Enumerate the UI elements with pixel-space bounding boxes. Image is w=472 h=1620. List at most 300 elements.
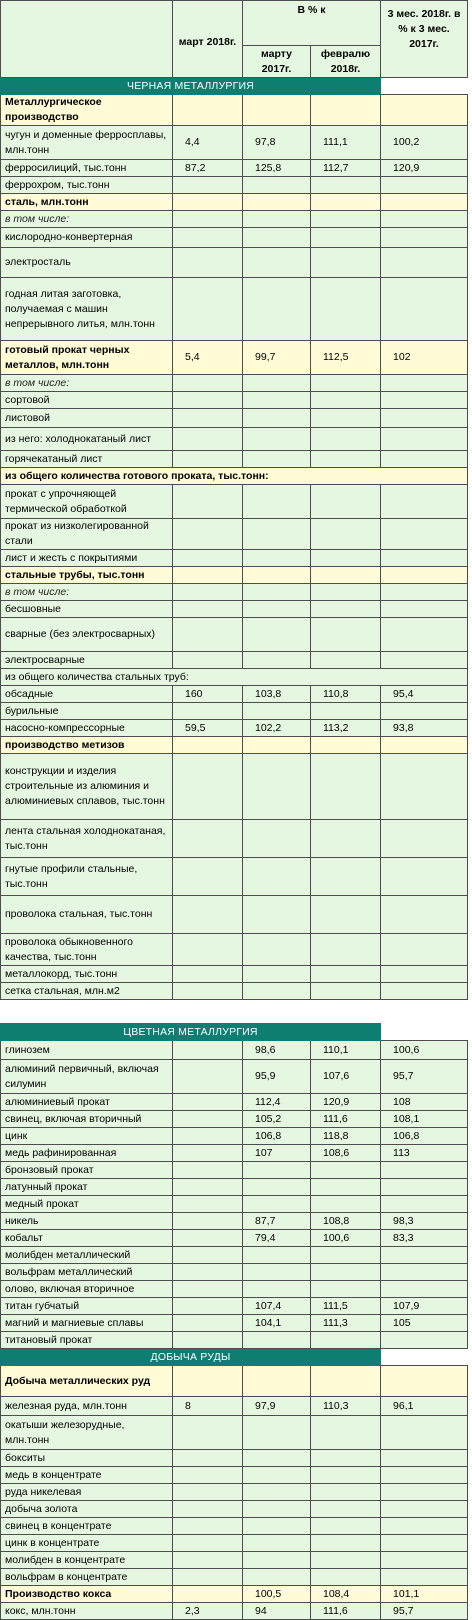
value-pct-february-2018 <box>311 652 381 669</box>
table-row <box>1 1247 468 1264</box>
value-pct-february-2018 <box>311 194 381 211</box>
value-pct-quarter <box>381 737 468 754</box>
value-march-2018 <box>173 966 243 983</box>
table-row <box>1 1179 468 1196</box>
row-label: ферросилиций, тыс.тонн <box>1 160 173 177</box>
value-march-2018 <box>173 1450 243 1467</box>
value-pct-february-2018 <box>311 1535 381 1552</box>
row-label: электросварные <box>1 652 173 669</box>
value-pct-quarter: 100,6 <box>381 1041 468 1060</box>
row-label: медный прокат <box>1 1196 173 1213</box>
row-label: сетка стальная, млн.м2 <box>1 983 173 1000</box>
table-row <box>1 428 468 451</box>
value-march-2018 <box>173 1586 243 1603</box>
value-pct-march-2017: 98,6 <box>243 1041 311 1060</box>
value-pct-march-2017: 100,5 <box>243 1586 311 1603</box>
table-row <box>1 1552 468 1569</box>
value-pct-february-2018: 111,3 <box>311 1315 381 1332</box>
row-label: лента стальная холоднокатаная, тыс.тонн <box>1 820 173 858</box>
table-row <box>1 1230 468 1247</box>
value-pct-march-2017 <box>243 737 311 754</box>
row-label: в том числе: <box>1 584 173 601</box>
value-march-2018 <box>173 392 243 409</box>
value-march-2018 <box>173 1247 243 1264</box>
table-row <box>1 1366 468 1397</box>
value-pct-march-2017: 104,1 <box>243 1315 311 1332</box>
value-pct-march-2017 <box>243 1196 311 1213</box>
table-row <box>1 278 468 341</box>
value-pct-march-2017: 103,8 <box>243 686 311 703</box>
value-pct-quarter <box>381 1332 468 1349</box>
value-pct-february-2018: 112,7 <box>311 160 381 177</box>
value-pct-quarter <box>381 858 468 896</box>
value-pct-february-2018 <box>311 966 381 983</box>
table-row <box>1 1484 468 1501</box>
table-row <box>1 1162 468 1179</box>
value-march-2018 <box>173 1552 243 1569</box>
value-pct-march-2017: 112,4 <box>243 1094 311 1111</box>
header-february-2018: февралю 2018г. <box>311 46 381 78</box>
value-pct-february-2018 <box>311 1332 381 1349</box>
value-pct-february-2018 <box>311 1179 381 1196</box>
table-row <box>1 519 468 550</box>
row-label: свинец в концентрате <box>1 1518 173 1535</box>
row-label: алюминиевый прокат <box>1 1094 173 1111</box>
value-pct-february-2018: 111,6 <box>311 1603 381 1620</box>
row-label: бурильные <box>1 703 173 720</box>
value-march-2018 <box>173 1569 243 1586</box>
value-pct-march-2017 <box>243 858 311 896</box>
value-march-2018 <box>173 1332 243 1349</box>
row-label: алюминий первичный, включая силумин <box>1 1060 173 1094</box>
table-row <box>1 966 468 983</box>
table-row <box>1 194 468 211</box>
row-label: лист и жесть с покрытиями <box>1 550 173 567</box>
value-pct-february-2018 <box>311 278 381 341</box>
value-pct-february-2018: 110,8 <box>311 686 381 703</box>
row-label: в том числе: <box>1 211 173 228</box>
value-pct-march-2017: 97,9 <box>243 1397 311 1416</box>
value-march-2018: 59,5 <box>173 720 243 737</box>
value-pct-quarter: 107,9 <box>381 1298 468 1315</box>
value-pct-quarter <box>381 652 468 669</box>
value-pct-february-2018 <box>311 177 381 194</box>
value-pct-february-2018 <box>311 409 381 428</box>
value-march-2018 <box>173 1264 243 1281</box>
value-march-2018 <box>173 1518 243 1535</box>
value-pct-march-2017: 94 <box>243 1603 311 1620</box>
table-row <box>1 1145 468 1162</box>
value-pct-quarter <box>381 1569 468 1586</box>
row-label: вольфрам металлический <box>1 1264 173 1281</box>
value-march-2018 <box>173 211 243 228</box>
value-pct-quarter: 106,8 <box>381 1128 468 1145</box>
table-row <box>1 601 468 618</box>
value-pct-march-2017 <box>243 1484 311 1501</box>
value-pct-march-2017 <box>243 1501 311 1518</box>
value-pct-march-2017 <box>243 934 311 966</box>
value-pct-february-2018 <box>311 392 381 409</box>
value-march-2018 <box>173 1467 243 1484</box>
value-pct-march-2017 <box>243 601 311 618</box>
table-row <box>1 1450 468 1467</box>
value-pct-quarter <box>381 428 468 451</box>
value-pct-quarter <box>381 1179 468 1196</box>
value-march-2018 <box>173 1111 243 1128</box>
value-pct-quarter <box>381 1501 468 1518</box>
value-pct-quarter <box>381 550 468 567</box>
value-pct-february-2018 <box>311 1416 381 1450</box>
value-pct-february-2018 <box>311 375 381 392</box>
table-row <box>1 550 468 567</box>
value-pct-march-2017 <box>243 1518 311 1535</box>
row-label: Металлургическое производство <box>1 95 173 126</box>
table-row <box>1 1535 468 1552</box>
table-row <box>1 468 468 485</box>
row-label: готовый прокат черных металлов, млн.тонн <box>1 341 173 375</box>
value-pct-quarter <box>381 409 468 428</box>
value-pct-february-2018: 108,6 <box>311 1145 381 1162</box>
value-march-2018 <box>173 194 243 211</box>
value-march-2018 <box>173 618 243 652</box>
value-pct-quarter <box>381 211 468 228</box>
value-march-2018 <box>173 858 243 896</box>
value-pct-march-2017 <box>243 1162 311 1179</box>
value-pct-march-2017 <box>243 1366 311 1397</box>
value-pct-quarter <box>381 934 468 966</box>
value-pct-march-2017: 97,8 <box>243 126 311 160</box>
value-march-2018 <box>173 1416 243 1450</box>
value-pct-march-2017 <box>243 194 311 211</box>
row-label: медь в концентрате <box>1 1467 173 1484</box>
row-label: листовой <box>1 409 173 428</box>
value-pct-quarter <box>381 567 468 584</box>
table-row <box>1 1111 468 1128</box>
section-nonferrous-metallurgy <box>1 1024 468 1041</box>
row-label: феррохром, тыс.тонн <box>1 177 173 194</box>
value-pct-quarter <box>381 983 468 1000</box>
value-march-2018 <box>173 428 243 451</box>
row-label: насосно-компрессорные <box>1 720 173 737</box>
value-pct-quarter <box>381 703 468 720</box>
row-label: горячекатаный лист <box>1 451 173 468</box>
value-march-2018: 160 <box>173 686 243 703</box>
row-label: металлокорд, тыс.тонн <box>1 966 173 983</box>
value-pct-quarter: 95,4 <box>381 686 468 703</box>
value-pct-february-2018 <box>311 1569 381 1586</box>
header-empty-cell <box>1 1 173 78</box>
value-pct-quarter: 108 <box>381 1094 468 1111</box>
value-pct-quarter <box>381 754 468 820</box>
value-pct-march-2017 <box>243 1416 311 1450</box>
table-row <box>1 983 468 1000</box>
value-pct-quarter <box>381 1247 468 1264</box>
value-pct-quarter <box>381 1366 468 1397</box>
value-pct-march-2017 <box>243 618 311 652</box>
section-title: ДОБЫЧА РУДЫ <box>1 1349 381 1366</box>
value-pct-march-2017: 102,2 <box>243 720 311 737</box>
table-row <box>1 485 468 519</box>
value-pct-february-2018: 112,5 <box>311 341 381 375</box>
value-pct-quarter: 113 <box>381 1145 468 1162</box>
table-row <box>1 126 468 160</box>
value-march-2018 <box>173 1535 243 1552</box>
row-label: титан губчатый <box>1 1298 173 1315</box>
value-march-2018 <box>173 1196 243 1213</box>
section-title: ЦВЕТНАЯ МЕТАЛЛУРГИЯ <box>1 1024 381 1041</box>
value-pct-february-2018: 110,3 <box>311 1397 381 1416</box>
value-pct-march-2017 <box>243 409 311 428</box>
value-march-2018: 5,4 <box>173 341 243 375</box>
value-pct-february-2018 <box>311 1281 381 1298</box>
table-row <box>1 1332 468 1349</box>
table-row <box>1 1041 468 1060</box>
value-pct-february-2018: 107,6 <box>311 1060 381 1094</box>
row-label: глинозем <box>1 1041 173 1060</box>
value-march-2018 <box>173 820 243 858</box>
row-label: в том числе: <box>1 375 173 392</box>
value-pct-quarter: 108,1 <box>381 1111 468 1128</box>
value-pct-quarter <box>381 375 468 392</box>
header-march-2017: марту 2017г. <box>243 46 311 78</box>
table-row <box>1 934 468 966</box>
value-pct-quarter <box>381 966 468 983</box>
row-label: вольфрам в концентрате <box>1 1569 173 1586</box>
table-row <box>1 1196 468 1213</box>
value-pct-february-2018: 108,8 <box>311 1213 381 1230</box>
value-pct-march-2017 <box>243 1281 311 1298</box>
row-label: руда никелевая <box>1 1484 173 1501</box>
value-march-2018 <box>173 1060 243 1094</box>
value-pct-february-2018 <box>311 737 381 754</box>
table-row <box>1 1094 468 1111</box>
value-pct-february-2018 <box>311 1501 381 1518</box>
value-pct-february-2018: 110,1 <box>311 1041 381 1060</box>
value-pct-february-2018 <box>311 1467 381 1484</box>
value-pct-march-2017 <box>243 211 311 228</box>
row-label: свинец, включая вторичный <box>1 1111 173 1128</box>
value-march-2018 <box>173 754 243 820</box>
row-label: из общего количества готового проката, тыс.тонн: <box>1 468 468 485</box>
row-label: из него: холоднокатаный лист <box>1 428 173 451</box>
row-label: бокситы <box>1 1450 173 1467</box>
value-pct-quarter <box>381 1196 468 1213</box>
value-march-2018 <box>173 550 243 567</box>
value-pct-march-2017 <box>243 820 311 858</box>
value-march-2018 <box>173 703 243 720</box>
row-label: титановый прокат <box>1 1332 173 1349</box>
spacer-cell <box>1 1000 468 1024</box>
table-row <box>1 375 468 392</box>
value-march-2018 <box>173 601 243 618</box>
value-pct-march-2017 <box>243 896 311 934</box>
value-pct-march-2017: 87,7 <box>243 1213 311 1230</box>
table-row <box>1 567 468 584</box>
value-pct-february-2018 <box>311 550 381 567</box>
value-pct-march-2017 <box>243 652 311 669</box>
value-pct-quarter <box>381 228 468 248</box>
value-pct-quarter <box>381 519 468 550</box>
value-pct-february-2018 <box>311 428 381 451</box>
value-pct-march-2017 <box>243 248 311 278</box>
value-pct-quarter: 101,1 <box>381 1586 468 1603</box>
value-pct-quarter <box>381 1484 468 1501</box>
row-label: кокс, млн.тонн <box>1 1603 173 1620</box>
value-pct-february-2018 <box>311 703 381 720</box>
value-pct-february-2018 <box>311 1518 381 1535</box>
value-pct-march-2017: 107,4 <box>243 1298 311 1315</box>
table-row <box>1 703 468 720</box>
value-pct-february-2018 <box>311 211 381 228</box>
value-pct-february-2018: 100,6 <box>311 1230 381 1247</box>
table-row <box>1 618 468 652</box>
row-label: никель <box>1 1213 173 1230</box>
value-march-2018: 87,2 <box>173 160 243 177</box>
table-row <box>1 1569 468 1586</box>
table-row <box>1 1586 468 1603</box>
table-row <box>1 177 468 194</box>
value-pct-quarter: 95,7 <box>381 1060 468 1094</box>
table-row <box>1 1281 468 1298</box>
value-pct-quarter <box>381 1162 468 1179</box>
value-march-2018 <box>173 519 243 550</box>
value-pct-quarter: 105 <box>381 1315 468 1332</box>
value-pct-february-2018 <box>311 1552 381 1569</box>
value-pct-quarter <box>381 1264 468 1281</box>
value-march-2018: 2,3 <box>173 1603 243 1620</box>
header-quarter-comparison: 3 мес. 2018г. в % к 3 мес. 2017г. <box>381 1 468 78</box>
value-pct-quarter <box>381 1450 468 1467</box>
table-row <box>1 1416 468 1450</box>
value-pct-quarter <box>381 1552 468 1569</box>
value-pct-quarter <box>381 1535 468 1552</box>
row-label: годная литая заготовка, получаемая с машин непрерывного литья, млн.тонн <box>1 278 173 341</box>
row-label: бронзовый прокат <box>1 1162 173 1179</box>
value-pct-february-2018: 113,2 <box>311 720 381 737</box>
value-pct-quarter <box>381 248 468 278</box>
value-march-2018 <box>173 1179 243 1196</box>
value-pct-quarter <box>381 820 468 858</box>
row-label: проволока стальная, тыс.тонн <box>1 896 173 934</box>
value-pct-march-2017 <box>243 1247 311 1264</box>
value-march-2018 <box>173 1145 243 1162</box>
value-march-2018: 4,4 <box>173 126 243 160</box>
row-label: добыча золота <box>1 1501 173 1518</box>
row-label: медь рафинированная <box>1 1145 173 1162</box>
value-march-2018 <box>173 1298 243 1315</box>
value-pct-quarter: 95,7 <box>381 1603 468 1620</box>
value-pct-february-2018 <box>311 485 381 519</box>
row-label: конструкции и изделия строительные из алюминия и алюминиевых сплавов, тыс.тонн <box>1 754 173 820</box>
value-march-2018 <box>173 1230 243 1247</box>
value-pct-march-2017 <box>243 1569 311 1586</box>
row-label: прокат с упрочняющей термической обработкой <box>1 485 173 519</box>
table-row <box>1 720 468 737</box>
table-row <box>1 820 468 858</box>
value-march-2018 <box>173 934 243 966</box>
value-pct-february-2018 <box>311 934 381 966</box>
value-pct-march-2017 <box>243 1535 311 1552</box>
value-pct-march-2017 <box>243 550 311 567</box>
value-pct-quarter: 98,3 <box>381 1213 468 1230</box>
table-row <box>1 95 468 126</box>
value-pct-february-2018 <box>311 983 381 1000</box>
value-pct-march-2017 <box>243 278 311 341</box>
value-pct-february-2018 <box>311 519 381 550</box>
value-pct-march-2017 <box>243 983 311 1000</box>
value-march-2018 <box>173 983 243 1000</box>
value-pct-quarter <box>381 1416 468 1450</box>
value-pct-february-2018 <box>311 601 381 618</box>
value-march-2018 <box>173 248 243 278</box>
value-pct-quarter <box>381 584 468 601</box>
value-pct-march-2017: 99,7 <box>243 341 311 375</box>
value-pct-march-2017 <box>243 567 311 584</box>
value-march-2018 <box>173 1484 243 1501</box>
value-march-2018 <box>173 1041 243 1060</box>
value-pct-march-2017 <box>243 1179 311 1196</box>
section-gap-cell <box>381 1024 468 1041</box>
value-pct-quarter <box>381 1281 468 1298</box>
value-pct-february-2018 <box>311 754 381 820</box>
value-pct-february-2018 <box>311 1366 381 1397</box>
table-row <box>1 754 468 820</box>
row-label: производство метизов <box>1 737 173 754</box>
table-row <box>1 1213 468 1230</box>
table-row <box>1 1518 468 1535</box>
table-row <box>1 248 468 278</box>
row-label: молибден металлический <box>1 1247 173 1264</box>
value-pct-march-2017 <box>243 451 311 468</box>
value-pct-quarter <box>381 177 468 194</box>
row-label: латунный прокат <box>1 1179 173 1196</box>
table-row <box>1 1397 468 1416</box>
value-pct-february-2018 <box>311 567 381 584</box>
value-pct-quarter <box>381 451 468 468</box>
value-pct-february-2018 <box>311 1450 381 1467</box>
table-row <box>1 737 468 754</box>
value-pct-february-2018 <box>311 858 381 896</box>
value-march-2018 <box>173 177 243 194</box>
value-pct-quarter <box>381 896 468 934</box>
value-march-2018 <box>173 652 243 669</box>
value-march-2018 <box>173 228 243 248</box>
value-pct-quarter: 83,3 <box>381 1230 468 1247</box>
table-row <box>1 1501 468 1518</box>
value-pct-march-2017 <box>243 228 311 248</box>
value-pct-march-2017 <box>243 1450 311 1467</box>
value-pct-march-2017 <box>243 177 311 194</box>
value-pct-march-2017 <box>243 703 311 720</box>
table-row <box>1 392 468 409</box>
value-pct-quarter <box>381 601 468 618</box>
row-label: прокат из низколегированной стали <box>1 519 173 550</box>
value-pct-march-2017 <box>243 1552 311 1569</box>
row-label: Производство кокса <box>1 1586 173 1603</box>
value-pct-march-2017: 79,4 <box>243 1230 311 1247</box>
header-percent-to: В % к <box>243 1 381 46</box>
value-pct-february-2018 <box>311 95 381 126</box>
value-pct-february-2018: 111,6 <box>311 1111 381 1128</box>
value-pct-february-2018 <box>311 228 381 248</box>
row-label: электросталь <box>1 248 173 278</box>
value-pct-march-2017 <box>243 392 311 409</box>
value-pct-quarter <box>381 392 468 409</box>
value-march-2018 <box>173 409 243 428</box>
value-pct-quarter: 96,1 <box>381 1397 468 1416</box>
value-pct-quarter <box>381 278 468 341</box>
value-pct-march-2017 <box>243 519 311 550</box>
